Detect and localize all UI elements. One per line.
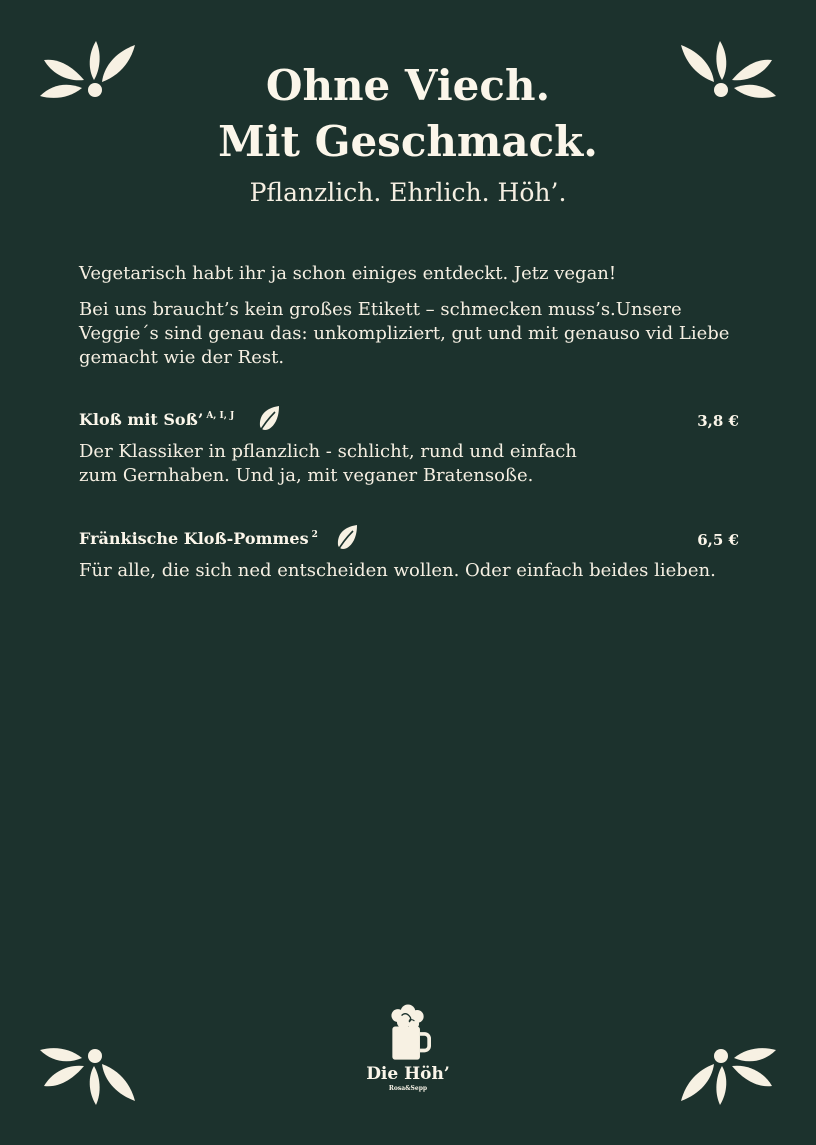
dish-price: 3,8 € xyxy=(697,412,739,430)
dish-price: 6,5 € xyxy=(697,531,739,549)
dish-name xyxy=(79,529,318,548)
brand-logo xyxy=(358,1004,458,1092)
leaf-cluster-icon xyxy=(38,1044,138,1108)
logo-name: Die Höh’ xyxy=(366,1064,450,1084)
beer-mug-icon xyxy=(385,1004,431,1062)
menu-item-kloss-pommes xyxy=(79,523,739,583)
page-title xyxy=(0,58,816,170)
logo-tagline: Rosa&Sepp xyxy=(388,1085,428,1092)
dish-name-text: Fränkische Kloß-Pommes xyxy=(79,529,309,548)
leaf-icon xyxy=(335,523,359,553)
dish-description: Der Klassiker in pflanzlich - schlicht, rund und einfach zum Gernhaben. Und ja, mit veganer Bratensoße. xyxy=(79,441,577,486)
title-line-2: Mit Geschmack. xyxy=(218,117,598,166)
allergen-codes: A, I, J xyxy=(206,411,235,421)
intro-paragraph-2: Bei uns braucht’s kein großes Etikett – schmecken muss’s.Unsere Veggie´s sind genau das: unkompliziert, gut und mit genauso vid Liebe gemacht wie der Rest. xyxy=(79,299,730,368)
dish-description: Für alle, die sich ned entscheiden wollen. Oder einfach beides lieben. xyxy=(79,560,716,581)
dish-name-text: Kloß mit Soß’ xyxy=(79,410,204,429)
dish-name xyxy=(79,410,234,429)
leaf-cluster-icon xyxy=(678,1044,778,1108)
leaf-icon xyxy=(257,404,281,434)
intro-paragraph-1: Vegetarisch habt ihr ja schon einiges entdeckt. Jetz vegan! xyxy=(79,263,617,284)
menu-item-kloss-mit-soss xyxy=(79,404,739,488)
allergen-codes: 2 xyxy=(311,530,318,540)
title-line-1: Ohne Viech. xyxy=(265,61,551,110)
intro-text xyxy=(79,262,739,382)
page-subtitle: Pflanzlich. Ehrlich. Höh’. xyxy=(249,178,567,207)
